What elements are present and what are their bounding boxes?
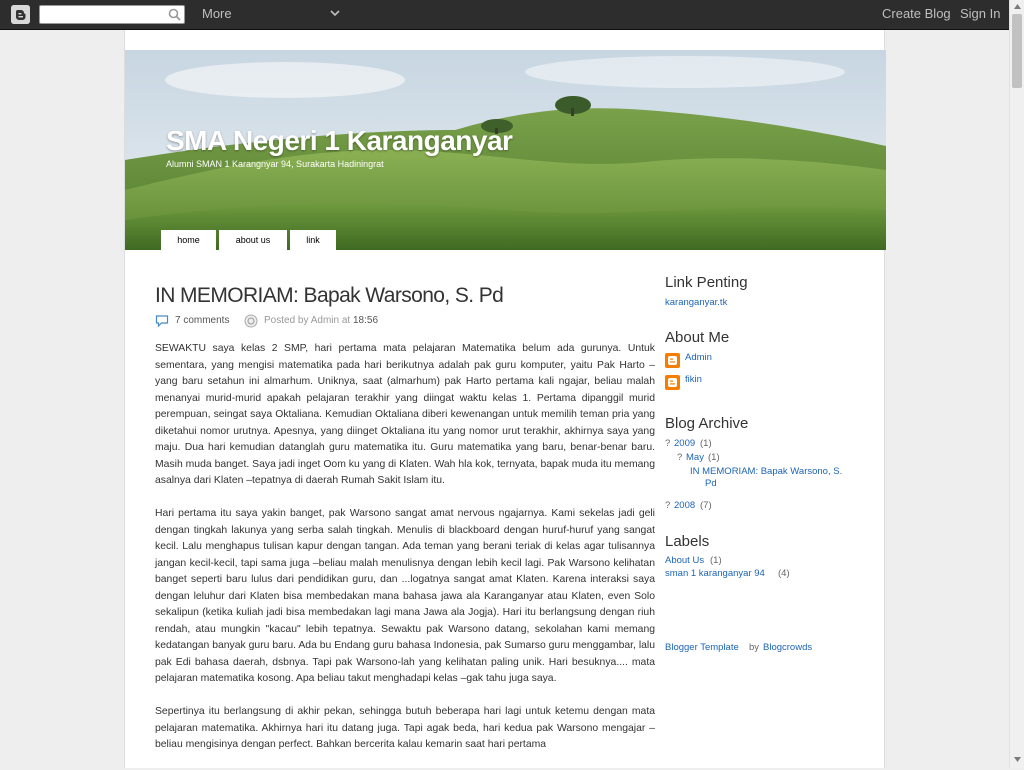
tab-home[interactable]: home [161, 230, 216, 250]
tab-about-us[interactable]: about us [219, 230, 287, 250]
archive-count-2008: (7) [700, 500, 712, 511]
post-byline [264, 315, 378, 326]
post-body [155, 341, 655, 770]
widget-title-labels: Labels [665, 533, 710, 550]
scroll-down-icon[interactable] [1013, 756, 1022, 763]
post-timestamp-link[interactable]: 18:56 [352, 315, 379, 326]
archive-toggle-may[interactable]: ? [677, 452, 683, 463]
blog-description: Alumni SMAN 1 Karangnyar 94, Surakarta Hadiningrat [166, 159, 384, 169]
archive-month-may[interactable]: May [686, 452, 704, 463]
credit-by-label: by [749, 642, 760, 653]
sign-in-link[interactable]: Sign In [960, 6, 1001, 21]
blogcrowds-link[interactable]: Blogcrowds [763, 642, 813, 653]
label-count: (4) [778, 568, 790, 579]
more-menu[interactable]: More [202, 6, 232, 21]
post-author-link[interactable]: Admin [310, 315, 340, 326]
widget-title-blog-archive: Blog Archive [665, 415, 749, 432]
chevron-down-icon[interactable] [330, 9, 340, 17]
blogger-navbar [0, 0, 1009, 30]
label-link-about-us[interactable]: About Us [665, 555, 705, 566]
archive-toggle-2008[interactable]: ? [665, 500, 671, 511]
archive-year-2009[interactable]: 2009 [674, 438, 696, 449]
profile-link-admin[interactable]: Admin [685, 352, 712, 363]
archive-post-link[interactable]: IN MEMORIAM: Bapak Warsono, S. [690, 466, 843, 477]
blogger-logo-icon[interactable] [11, 5, 30, 24]
at-label: at [341, 315, 351, 326]
comment-icon [155, 314, 169, 328]
archive-toggle-2009[interactable]: ? [665, 438, 671, 449]
profile-link-fikin[interactable]: fikin [685, 374, 702, 385]
archive-year-2008[interactable]: 2008 [674, 500, 696, 511]
blogger-profile-icon [665, 375, 680, 390]
scrollbar-thumb[interactable] [1012, 14, 1022, 88]
archive-count-2009: (1) [700, 438, 712, 449]
post-paragraph: SEWAKTU saya kelas 2 SMP, hari pertama mata pelajaran Matematika belum ada gurunya. Untuk sementara, yang mengisi matematika pada hari berikutnya adalah pak guru komputer, yaitu Pak Harto –yang baru setahun ini almarhum. Uniknya, saat (almarhum) pak Harto pertama kali ngajar, beliau malah menanyai murid-murid apakah pelajaran terakhir yang diingat waktu kelas 1. Pertama dipanggil murid perempuan, seingat saya Oktaliana. Kemudian Oktaliana diberi kewenangan untuk memilih teman pria yang diketahui nomor urutnya. Apesnya, yang diinget Oktaliana itu yang nomor urut terakhir, akhirnya saya yang maju. Dua hari kemudian datanglah guru matematika itu. Guru matematika yang baru, benar-benar baru. Masih muda banget. Saya jadi inget Oom ku yang di Klaten. Wah hla kok, ternyata, bapak muda itu memang asalnya dari Klaten –tepatnya di daerah Rumah Sakit Islam itu. [155, 343, 655, 486]
posted-by-label: Posted by [264, 315, 309, 326]
blog-search-input[interactable] [39, 5, 185, 24]
widget-title-link-penting: Link Penting [665, 274, 748, 291]
blog-header [125, 50, 886, 250]
link-karanganyar[interactable]: karanganyar.tk [665, 297, 728, 308]
archive-post-link-cont[interactable]: Pd [705, 478, 717, 489]
search-icon[interactable] [168, 8, 181, 21]
post-comments-link[interactable]: 7 comments [175, 315, 230, 326]
page-scrollbar[interactable] [1009, 0, 1024, 768]
create-blog-link[interactable]: Create Blog [882, 6, 951, 21]
widget-title-about-me: About Me [665, 329, 730, 346]
archive-count-may: (1) [708, 452, 720, 463]
post-paragraph: Hari pertama itu saya yakin banget, pak Warsono sangat amat nervous ngajarnya. Kami sekelas jadi geli dengan tingkah lakunya yang serba salah tingkah. Menulis di blackboard dengan huruf-huruf yang sangat kecil. Lalu menghapus tulisan kapur dengan tangan. Ada teman yang berani teriak di kelas agar tulisannya jangan kecil-kecil, tapi sama juga –beliau malah menulisnya dengan lebih kecil lagi. Pak Warsono kelihatan banget seperti baru lulus dari pendidikan guru, dan ...logatnya sangat amat Klaten. Karena interaksi saya dengan leluhur dari Klaten bisa membedakan mana bahasa jawa ala Karanganyar atau Klaten, even Solo sekalipun (ketika kuliah jadi bisa membedakan lagi mana Jawa ala Jogja). Hari itu berlangsung dengan riuh rendah, atau mungkin "kacau" lebih tepatnya. Sewaktu pak Warsono datang, sekolahan kami memang kedatangan banyak guru baru. Ada bu Endang guru bahasa Indonesia, pak Sumarso guru menggambar, lalu pak Edi bahasa daerah, dsbnya. Tapi pak Warsono-lah yang kelihatan paling unik. Hari besuknya.... mata pelajaran matematika kosong. Apa beliau takut menghadapi kelas –gak tahu juga saya. [155, 508, 655, 684]
blogger-profile-icon [665, 353, 680, 368]
scroll-up-icon[interactable] [1013, 3, 1022, 10]
post-title[interactable]: IN MEMORIAM: Bapak Warsono, S. Pd [155, 284, 504, 307]
label-link-sman[interactable]: sman 1 karanganyar 94 [665, 568, 765, 579]
clock-icon [244, 314, 258, 328]
label-count: (1) [710, 555, 722, 566]
blogger-template-link[interactable]: Blogger Template [665, 642, 739, 653]
tab-link[interactable]: link [290, 230, 336, 250]
post-paragraph: Sepertinya itu berlangsung di akhir pekan, sehingga butuh beberapa hari lagi untuk ketemu dengan mata pelajaran matematika. Akhirnya hari itu datang juga. Tapi agak beda, hari kedua pak Warsono mengajar –beliau mengisinya dengan perfect. Bahkan bercerita kalau kemarin saat hari pertama [155, 706, 655, 750]
blog-page [124, 30, 885, 768]
blog-title[interactable]: SMA Negeri 1 Karanganyar [166, 125, 513, 156]
